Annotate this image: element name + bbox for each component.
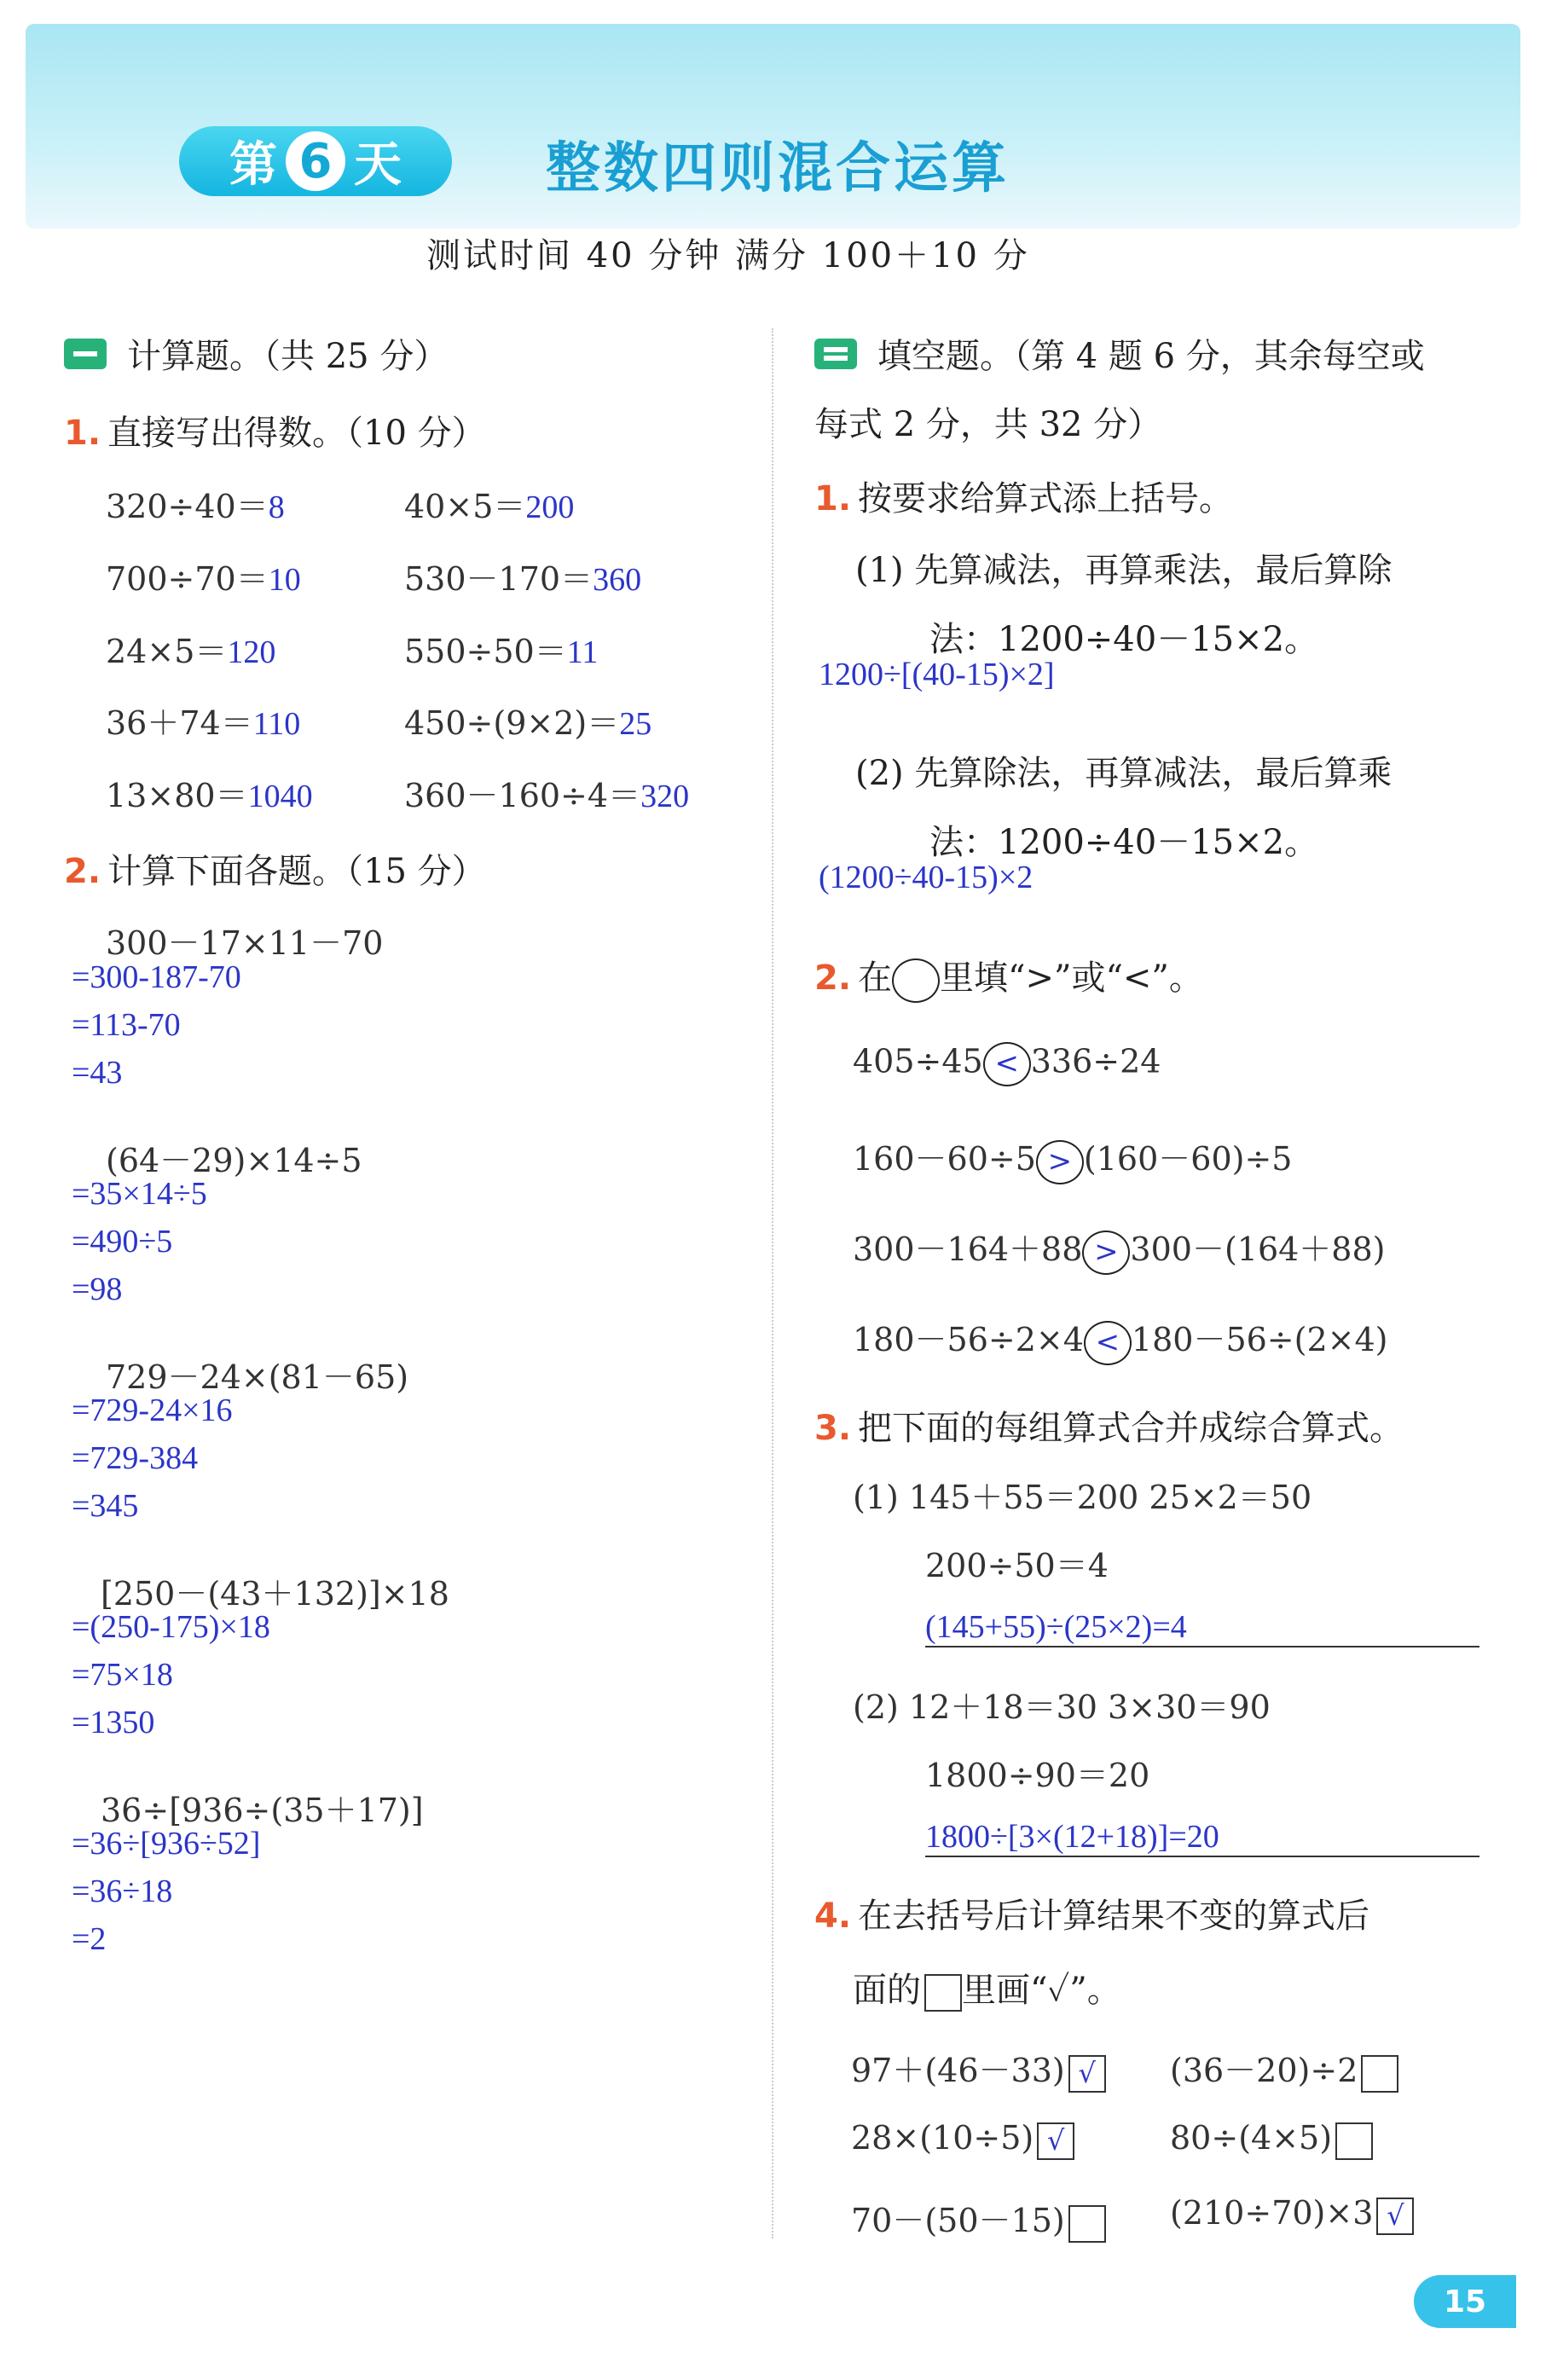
- bracket-item: (210÷70)×3 √: [1170, 2194, 1414, 2235]
- day-badge: [179, 126, 452, 196]
- r-q1-part2-expr: 法：1200÷40－15×2。: [929, 823, 1319, 862]
- oral-item: 40×5＝200: [404, 488, 575, 525]
- answer: 200: [525, 489, 575, 525]
- work-step: =113-70: [72, 1007, 181, 1043]
- section-2-badge: [814, 339, 857, 369]
- day-prefix: 第: [229, 137, 277, 193]
- r-q2-heading: 2. 在 里填“>”或“<”。: [814, 951, 1203, 1003]
- compare-answer: >: [1036, 1140, 1084, 1184]
- work-step: =490÷5: [72, 1224, 173, 1259]
- checkbox: [1068, 2205, 1106, 2243]
- oral-item: 24×5＝120: [106, 633, 276, 670]
- work-step: =729-384: [72, 1440, 199, 1476]
- checkbox: √: [1376, 2198, 1414, 2235]
- work-step: =729-24×16: [72, 1393, 233, 1428]
- bracket-item: 80÷(4×5): [1170, 2119, 1373, 2160]
- work-step: =36÷[936÷52]: [72, 1826, 261, 1862]
- checkbox: [1361, 2055, 1398, 2093]
- compare-answer: <: [983, 1042, 1031, 1086]
- r-q1-heading: 1. 按要求给算式添上括号。: [814, 479, 1234, 518]
- r-q3-answer-1: (145+55)÷(25×2)=4: [925, 1608, 1479, 1647]
- work-step: =75×18: [72, 1657, 173, 1693]
- work-step: =98: [72, 1271, 123, 1307]
- r-q3-group2-line2: 1800÷90＝20: [925, 1757, 1150, 1794]
- q2-number: 2.: [64, 852, 101, 891]
- answer: 320: [640, 779, 690, 814]
- work-step: =43: [72, 1055, 123, 1091]
- day-number: 6: [286, 131, 345, 191]
- answer: 1040: [247, 779, 313, 814]
- day-suffix: 天: [354, 137, 402, 193]
- answer: 25: [619, 706, 652, 742]
- test-info: 测试时间 40 分钟 满分 100＋10 分: [426, 236, 1030, 275]
- q1-number: 1.: [64, 414, 101, 453]
- problem-expression: 36÷[936÷(35＋17)]: [101, 1792, 424, 1829]
- r-q3-group1-line2: 200÷50＝4: [925, 1547, 1109, 1584]
- oral-item: 320÷40＝8: [106, 488, 285, 525]
- work-step: =345: [72, 1488, 139, 1524]
- r-q4-heading-cont: 面的 里画“✓”。: [853, 1971, 1121, 2010]
- section-2-title: [814, 329, 1425, 378]
- answer: 11: [566, 634, 599, 670]
- r-q3-group1: (1) 145＋55＝200 25×2＝50: [853, 1479, 1312, 1516]
- r-q1-answer-2: (1200÷40-15)×2: [819, 860, 1034, 895]
- answer: 10: [268, 562, 301, 598]
- r-q3-group2: (2) 12＋18＝30 3×30＝90: [853, 1688, 1271, 1726]
- oral-item: 36＋74＝110: [106, 704, 301, 742]
- compare-row: 300－164＋88 > 300－(164＋88): [853, 1223, 1386, 1275]
- bracket-item: 28×(10÷5) √: [851, 2119, 1074, 2160]
- checkbox: √: [1037, 2122, 1074, 2160]
- problem-expression: 729－24×(81－65): [106, 1358, 409, 1396]
- r-q1-answer-1: 1200÷[(40-15)×2]: [819, 657, 1055, 692]
- r-q1-part2: (2) 先算除法，再算减法，最后算乘: [855, 754, 1393, 793]
- compare-answer: >: [1082, 1231, 1130, 1275]
- work-step: =36÷18: [72, 1873, 173, 1909]
- compare-row: 405÷45 < 336÷24: [853, 1042, 1161, 1086]
- work-step: =300-187-70: [72, 959, 241, 995]
- section-2-label: 填空题。（第 4 题 6 分，其余每空或: [877, 337, 1425, 376]
- checkbox: √: [1068, 2055, 1106, 2093]
- section-1-title: [64, 329, 448, 378]
- q1-heading: [64, 406, 486, 455]
- bracket-item: (36－20)÷2: [1170, 2044, 1398, 2093]
- compare-row: 160－60÷5 > (160－60)÷5: [853, 1132, 1292, 1184]
- bracket-item: 70－(50－15): [851, 2194, 1106, 2243]
- problem-expression: [250－(43＋132)]×18: [101, 1575, 449, 1613]
- q2-heading: [64, 844, 486, 893]
- answer: 120: [227, 634, 276, 670]
- r-q3-heading: 3. 把下面的每组算式合并成综合算式。: [814, 1409, 1404, 1448]
- problem-expression: 300－17×11－70: [106, 924, 384, 962]
- bracket-item: 97＋(46－33) √: [851, 2044, 1106, 2093]
- oral-item: 530－170＝360: [404, 560, 642, 598]
- q1-text: 直接写出得数。（10 分）: [107, 414, 486, 453]
- section-1-badge: [64, 339, 107, 369]
- section-2-label-cont: 每式 2 分，共 32 分）: [814, 405, 1162, 444]
- oral-item: 360－160÷4＝320: [404, 777, 690, 814]
- problem-expression: (64－29)×14÷5: [106, 1142, 362, 1179]
- work-step: =35×14÷5: [72, 1176, 207, 1212]
- compare-answer: <: [1084, 1321, 1132, 1365]
- r-q4-heading: 4. 在去括号后计算结果不变的算式后: [814, 1896, 1370, 1936]
- oral-item: 550÷50＝11: [404, 633, 599, 670]
- oral-item: 700÷70＝10: [106, 560, 301, 598]
- q2-text: 计算下面各题。（15 分）: [107, 852, 486, 891]
- box-blank: [924, 1974, 962, 2012]
- answer: 360: [593, 562, 642, 598]
- answer: 8: [268, 489, 285, 525]
- compare-row: 180－56÷2×4 < 180－56÷(2×4): [853, 1313, 1388, 1365]
- work-step: =(250-175)×18: [72, 1609, 270, 1645]
- page-number: 15: [1414, 2275, 1516, 2328]
- r-q3-answer-2: 1800÷[3×(12+18)]=20: [925, 1818, 1479, 1857]
- answer: 110: [252, 706, 301, 742]
- r-q1-part1-expr: 法：1200÷40－15×2。: [929, 620, 1319, 659]
- page-title: 整数四则混合运算: [546, 137, 1010, 200]
- checkbox: [1335, 2122, 1373, 2160]
- section-1-label: 计算题。（共 25 分）: [127, 337, 449, 376]
- work-step: =2: [72, 1921, 107, 1957]
- oral-item: 450÷(9×2)＝25: [404, 704, 652, 742]
- column-divider: [772, 328, 773, 2238]
- work-step: =1350: [72, 1705, 155, 1740]
- oral-item: 13×80＝1040: [106, 777, 313, 814]
- r-q1-part1: (1) 先算减法，再算乘法，最后算除: [855, 551, 1393, 590]
- oval-blank: [892, 958, 940, 1003]
